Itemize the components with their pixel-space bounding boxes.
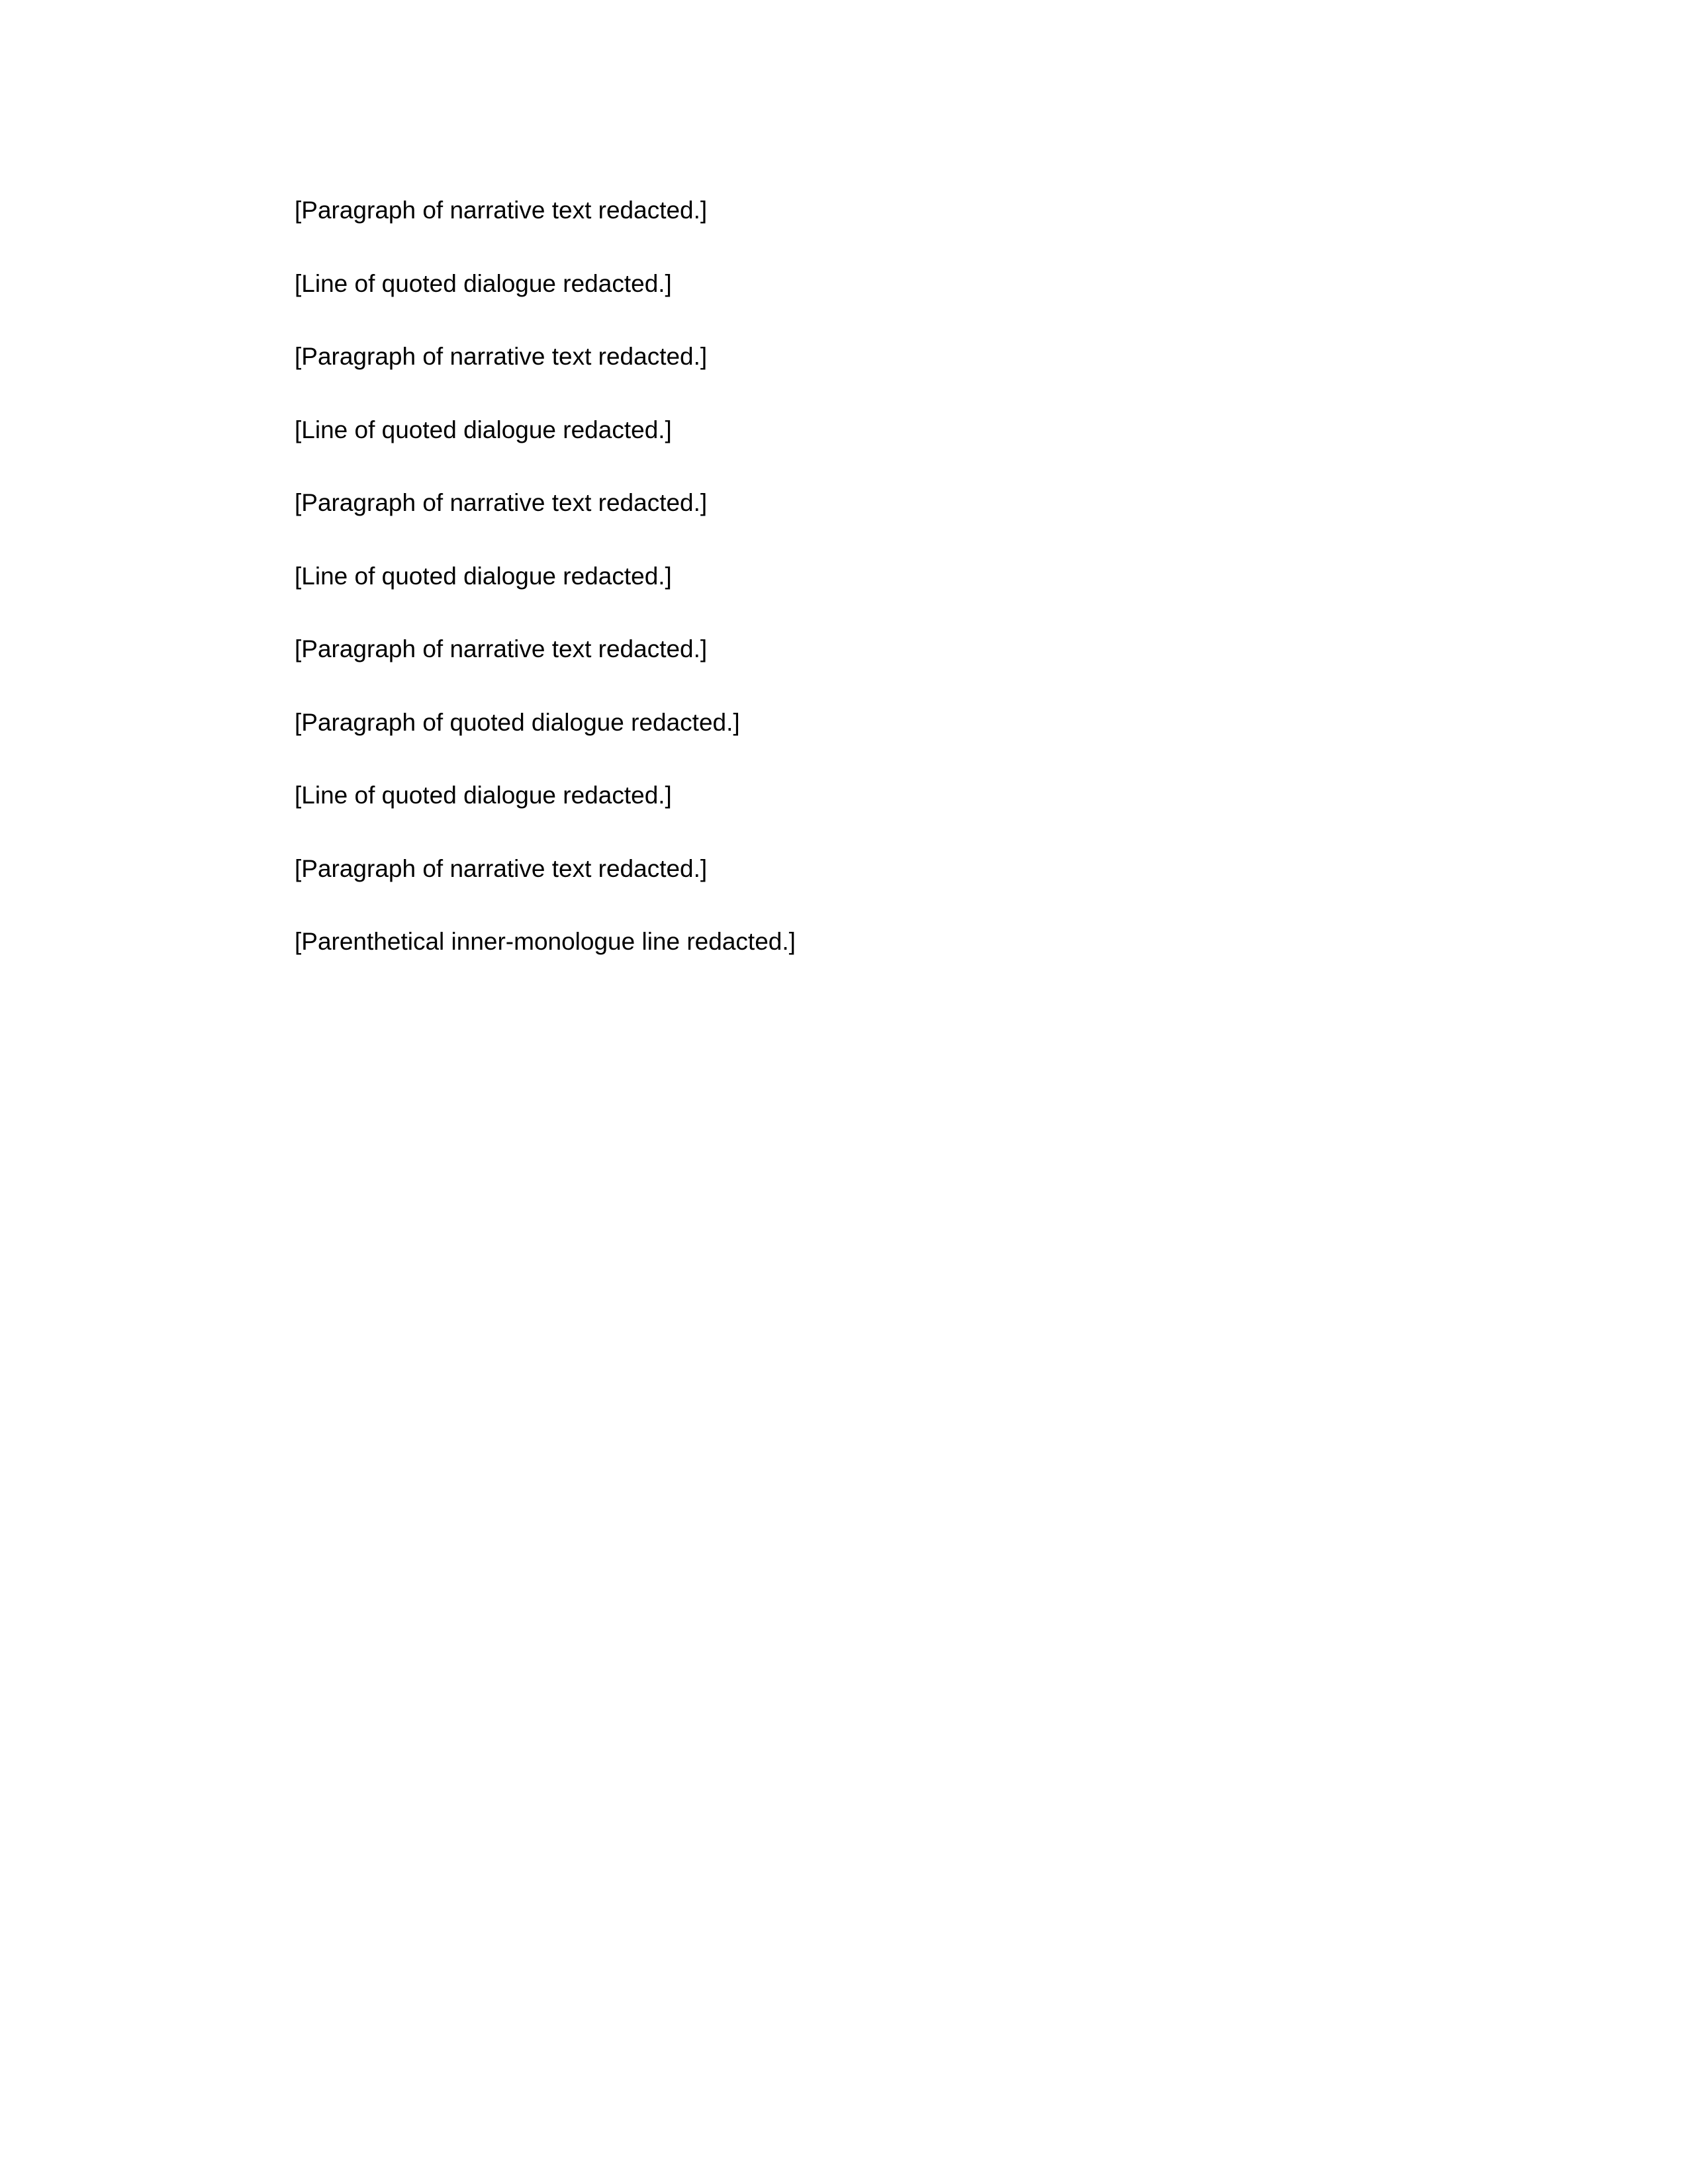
paragraph: [Paragraph of narrative text redacted.] xyxy=(295,197,708,224)
paragraph: [Paragraph of quoted dialogue redacted.] xyxy=(295,708,740,736)
paragraph: [Line of quoted dialogue redacted.] xyxy=(295,562,672,590)
paragraph: [Line of quoted dialogue redacted.] xyxy=(295,269,672,297)
paragraph: [Paragraph of narrative text redacted.] xyxy=(295,343,708,370)
paragraph: [Parenthetical inner-monologue line redacted.] xyxy=(295,928,796,955)
paragraph: [Line of quoted dialogue redacted.] xyxy=(295,416,672,443)
paragraph: [Paragraph of narrative text redacted.] xyxy=(295,854,708,882)
document-body xyxy=(199,192,1489,960)
paragraph: [Paragraph of narrative text redacted.] xyxy=(295,489,708,516)
paragraph: [Paragraph of narrative text redacted.] xyxy=(295,635,708,662)
paragraph: [Line of quoted dialogue redacted.] xyxy=(295,782,672,809)
